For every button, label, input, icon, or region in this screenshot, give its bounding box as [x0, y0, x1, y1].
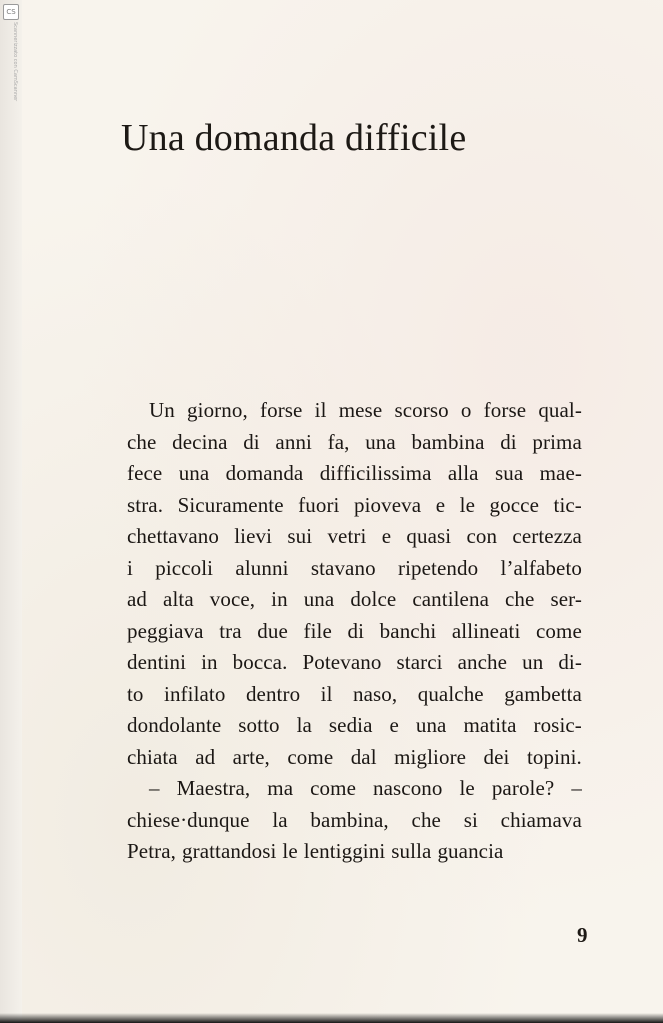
- word: allineati: [451, 618, 521, 643]
- text-line: [127, 616, 582, 648]
- word: bambina: [411, 429, 485, 454]
- word: con: [466, 524, 498, 548]
- body-text: [127, 395, 582, 868]
- word: di-: [558, 650, 582, 674]
- word: ser-: [550, 587, 582, 611]
- word: e: [435, 492, 446, 517]
- word: le: [459, 776, 475, 800]
- scanner-watermark: Scannerizzato con CamScanner: [12, 22, 18, 102]
- word: gocce: [489, 492, 539, 517]
- word: si: [463, 807, 478, 832]
- word: come: [287, 744, 334, 769]
- word: scorso: [394, 398, 449, 422]
- word: l’alfabeto: [500, 555, 582, 580]
- word: e: [389, 713, 399, 737]
- word: ad: [195, 744, 216, 769]
- word: pioveva: [354, 492, 422, 517]
- text-line: [127, 521, 582, 553]
- word: una: [178, 461, 210, 485]
- word: Maestra,: [176, 776, 251, 800]
- word: stra.: [127, 492, 164, 517]
- word: rosic-: [533, 713, 582, 737]
- word: alla: [447, 461, 479, 485]
- text-line: [127, 458, 582, 490]
- word: voce,: [209, 587, 256, 611]
- word: in: [201, 650, 218, 674]
- word: bocca.: [232, 650, 288, 674]
- word: sui: [287, 524, 313, 548]
- word: anni: [275, 429, 312, 454]
- word: ripetendo: [398, 555, 479, 580]
- word: fece: [127, 461, 163, 485]
- word: che: [505, 587, 535, 611]
- word: grattandosi: [182, 839, 277, 863]
- word: gambetta: [504, 681, 582, 706]
- word: –: [571, 776, 582, 800]
- word: qualche: [417, 681, 484, 706]
- word: decina: [172, 429, 228, 454]
- word: banchi: [379, 618, 437, 643]
- word: Petra,: [127, 839, 176, 863]
- word: mese: [338, 398, 383, 422]
- word: lentiggini: [303, 839, 386, 863]
- word: Un: [149, 398, 175, 422]
- word: nascono: [372, 776, 443, 800]
- word: chiata: [127, 744, 178, 769]
- scan-left-margin: [0, 0, 22, 1023]
- word: quasi: [406, 524, 452, 548]
- word: tic-: [553, 492, 582, 517]
- text-line: [127, 836, 582, 868]
- word: la: [272, 807, 288, 832]
- text-line: [127, 742, 582, 774]
- text-line: [127, 490, 582, 522]
- word: Potevano: [302, 650, 382, 674]
- word: alunni: [235, 555, 289, 580]
- chapter-title: Una domanda difficile: [121, 117, 467, 159]
- word: naso,: [353, 681, 398, 706]
- word: guancia: [437, 839, 504, 863]
- word: sedia: [328, 713, 373, 737]
- word: lievi: [234, 524, 273, 548]
- word: piccoli: [155, 555, 214, 580]
- word: la: [296, 713, 312, 737]
- text-line: [127, 805, 582, 837]
- word: chettavano: [127, 524, 219, 548]
- word: i: [127, 555, 133, 580]
- word: una: [415, 713, 447, 737]
- word: come: [310, 776, 356, 800]
- word: giorno,: [187, 398, 248, 422]
- word: ad: [127, 587, 148, 611]
- word: una: [365, 429, 396, 454]
- word: dentro: [245, 681, 301, 706]
- word: chiamava: [500, 807, 582, 832]
- word: peggiava: [127, 618, 204, 643]
- text-line: [127, 773, 582, 805]
- word: dal: [350, 744, 377, 769]
- word: una: [303, 587, 335, 611]
- word: forse: [260, 398, 303, 422]
- word: arte,: [232, 744, 270, 769]
- text-line: [127, 710, 582, 742]
- word: matita: [463, 713, 517, 737]
- word: forse: [483, 398, 527, 422]
- text-line: [127, 647, 582, 679]
- word: file: [303, 618, 332, 643]
- text-line: [127, 553, 582, 585]
- word: domanda: [225, 461, 304, 485]
- word: di: [347, 618, 365, 643]
- word: mae-: [539, 461, 582, 485]
- word: dei: [483, 744, 510, 769]
- word: il: [314, 398, 327, 422]
- word: due: [257, 618, 288, 643]
- word: di: [243, 429, 260, 454]
- word: come: [536, 618, 582, 643]
- word: che: [127, 429, 157, 454]
- word: alta: [163, 587, 194, 611]
- word: infilato: [164, 681, 226, 706]
- text-line: [127, 679, 582, 711]
- word: dentini: [127, 650, 187, 674]
- word: to: [127, 681, 144, 706]
- word: bambina,: [310, 807, 389, 832]
- word: Sicuramente: [177, 492, 284, 517]
- word: stavano: [310, 555, 376, 580]
- word: il: [320, 681, 333, 706]
- word: chiese·dunque: [127, 807, 250, 832]
- word: un: [522, 650, 544, 674]
- word: ma: [267, 776, 294, 800]
- word: –: [149, 776, 160, 800]
- word: fa,: [327, 429, 350, 454]
- word: sotto: [238, 713, 280, 737]
- text-line: [127, 584, 582, 616]
- word: fuori: [298, 492, 340, 517]
- word: di: [500, 429, 517, 454]
- word: sua: [494, 461, 524, 485]
- word: e: [381, 524, 392, 548]
- word: cantilena: [412, 587, 489, 611]
- word: le: [282, 839, 298, 863]
- word: certezza: [512, 524, 582, 548]
- word: migliore: [394, 744, 467, 769]
- word: in: [271, 587, 288, 611]
- word: vetri: [327, 524, 367, 548]
- scan-bottom-edge: [0, 1013, 663, 1023]
- word: tra: [219, 618, 242, 643]
- camscanner-logo: CS: [3, 4, 19, 20]
- word: sulla: [391, 839, 432, 863]
- word: prima: [532, 429, 582, 454]
- word: difficilissima: [319, 461, 432, 485]
- word: o: [460, 398, 472, 422]
- word: dolce: [350, 587, 397, 611]
- word: qual-: [538, 398, 582, 422]
- word: le: [459, 492, 476, 517]
- word: topini.: [526, 744, 582, 769]
- text-line: [127, 395, 582, 427]
- word: dondolante: [127, 713, 222, 737]
- word: che: [411, 807, 441, 832]
- word: starci: [396, 650, 443, 674]
- word: anche: [457, 650, 508, 674]
- page-number: 9: [577, 923, 588, 947]
- word: parole?: [491, 776, 555, 800]
- text-line: [127, 427, 582, 459]
